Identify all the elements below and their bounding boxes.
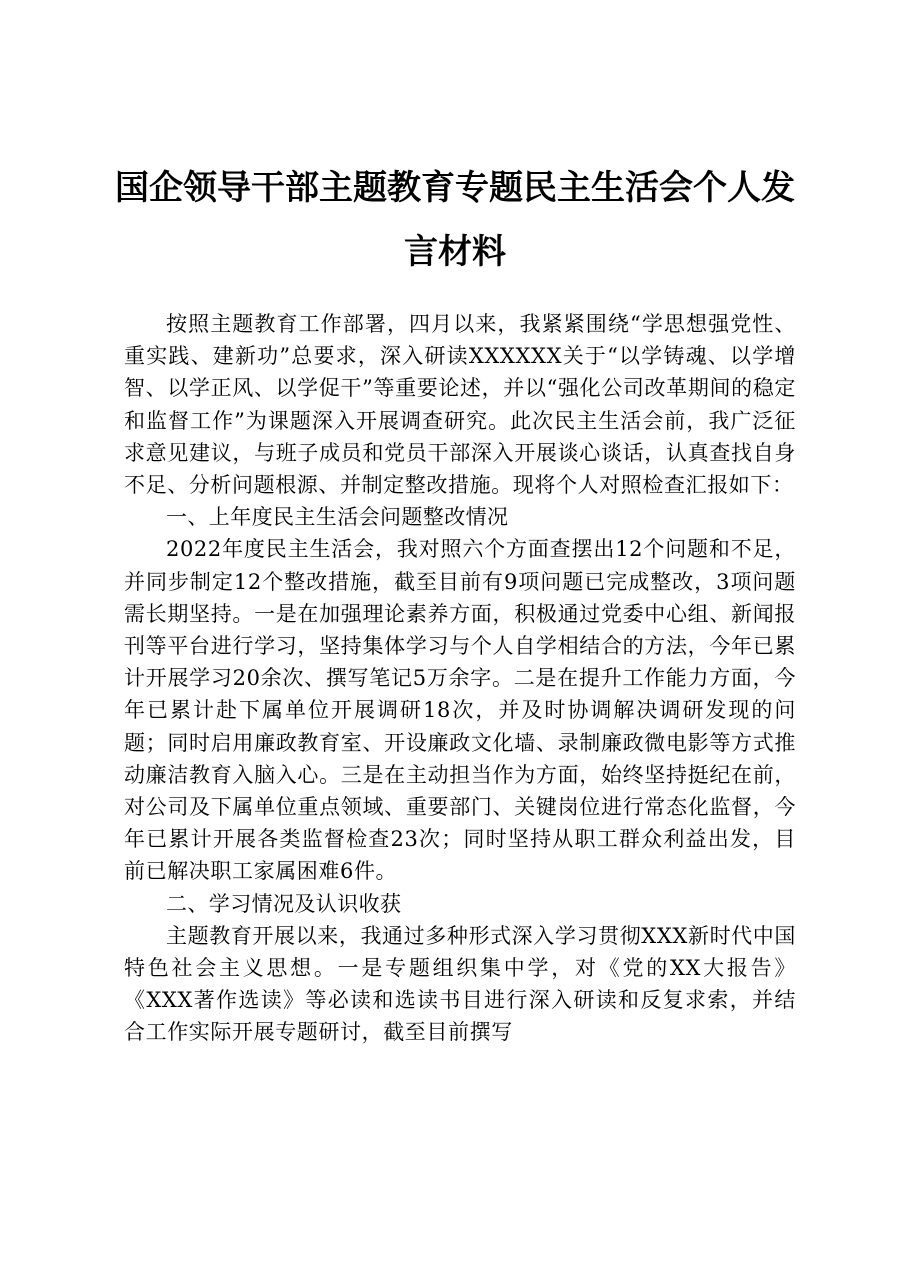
section-1-paragraph: 2022年度民主生活会，我对照六个方面查摆出12个问题和不足，并同步制定12个整改措施，截至目前有9项问题已完成整改，3项问题需长期坚持。一是在加强理论素养方面，积极通过党委中心组、新闻报刊等平台进行学习，坚持集体学习与个人自学相结合的方法，今年已累计开展学习20余次、撰写笔记5万余字。二是在提升工作能力方面，今年已累计赴下属单位开展调研18次，并及时协调解决调研发现的问题；同时启用廉政教育室、开设廉政文化墙、录制廉政微电影等方式推动廉洁教育入脑入心。三是在主动担当作为方面，始终坚持挺纪在前，对公司及下属单位重点领域、重要部门、关键岗位进行常态化监督，今年已累计开展各类监督检查23次；同时坚持从职工群众利益出发，目前已解决职工家属困难6件。 bbox=[124, 537, 796, 884]
document-title-line-1: 国企领导干部主题教育专题民主生活会个人发 bbox=[115, 168, 795, 208]
document-title-line-2: 言材料 bbox=[404, 232, 506, 272]
section-1-heading: 一、上年度民主生活会问题整改情况 bbox=[166, 505, 509, 530]
section-2-paragraph: 主题教育开展以来，我通过多种形式深入学习贯彻XXX新时代中国特色社会主义思想。一是专题组织集中学，对《党的XX大报告》《XXX著作选读》等必读和选读书目进行深入研读和反复求索，并结合工作实际开展专题研讨，截至目前撰写 bbox=[124, 923, 796, 1045]
section-2-heading: 二、学习情况及认识收获 bbox=[166, 891, 402, 916]
document-body bbox=[124, 308, 796, 1049]
intro-paragraph: 按照主题教育工作部署，四月以来，我紧紧围绕“学思想强党性、重实践、建新功”总要求，深入研读XXXXXX关于“以学铸魂、以学增智、以学正风、以学促干”等重要论述，并以“强化公司改革期间的稳定和监督工作”为课题深入开展调查研究。此次民主生活会前，我广泛征求意见建议，与班子成员和党员干部深入开展谈心谈话，认真查找自身不足、分析问题根源、并制定整改措施。现将个人对照检查汇报如下： bbox=[124, 312, 796, 498]
